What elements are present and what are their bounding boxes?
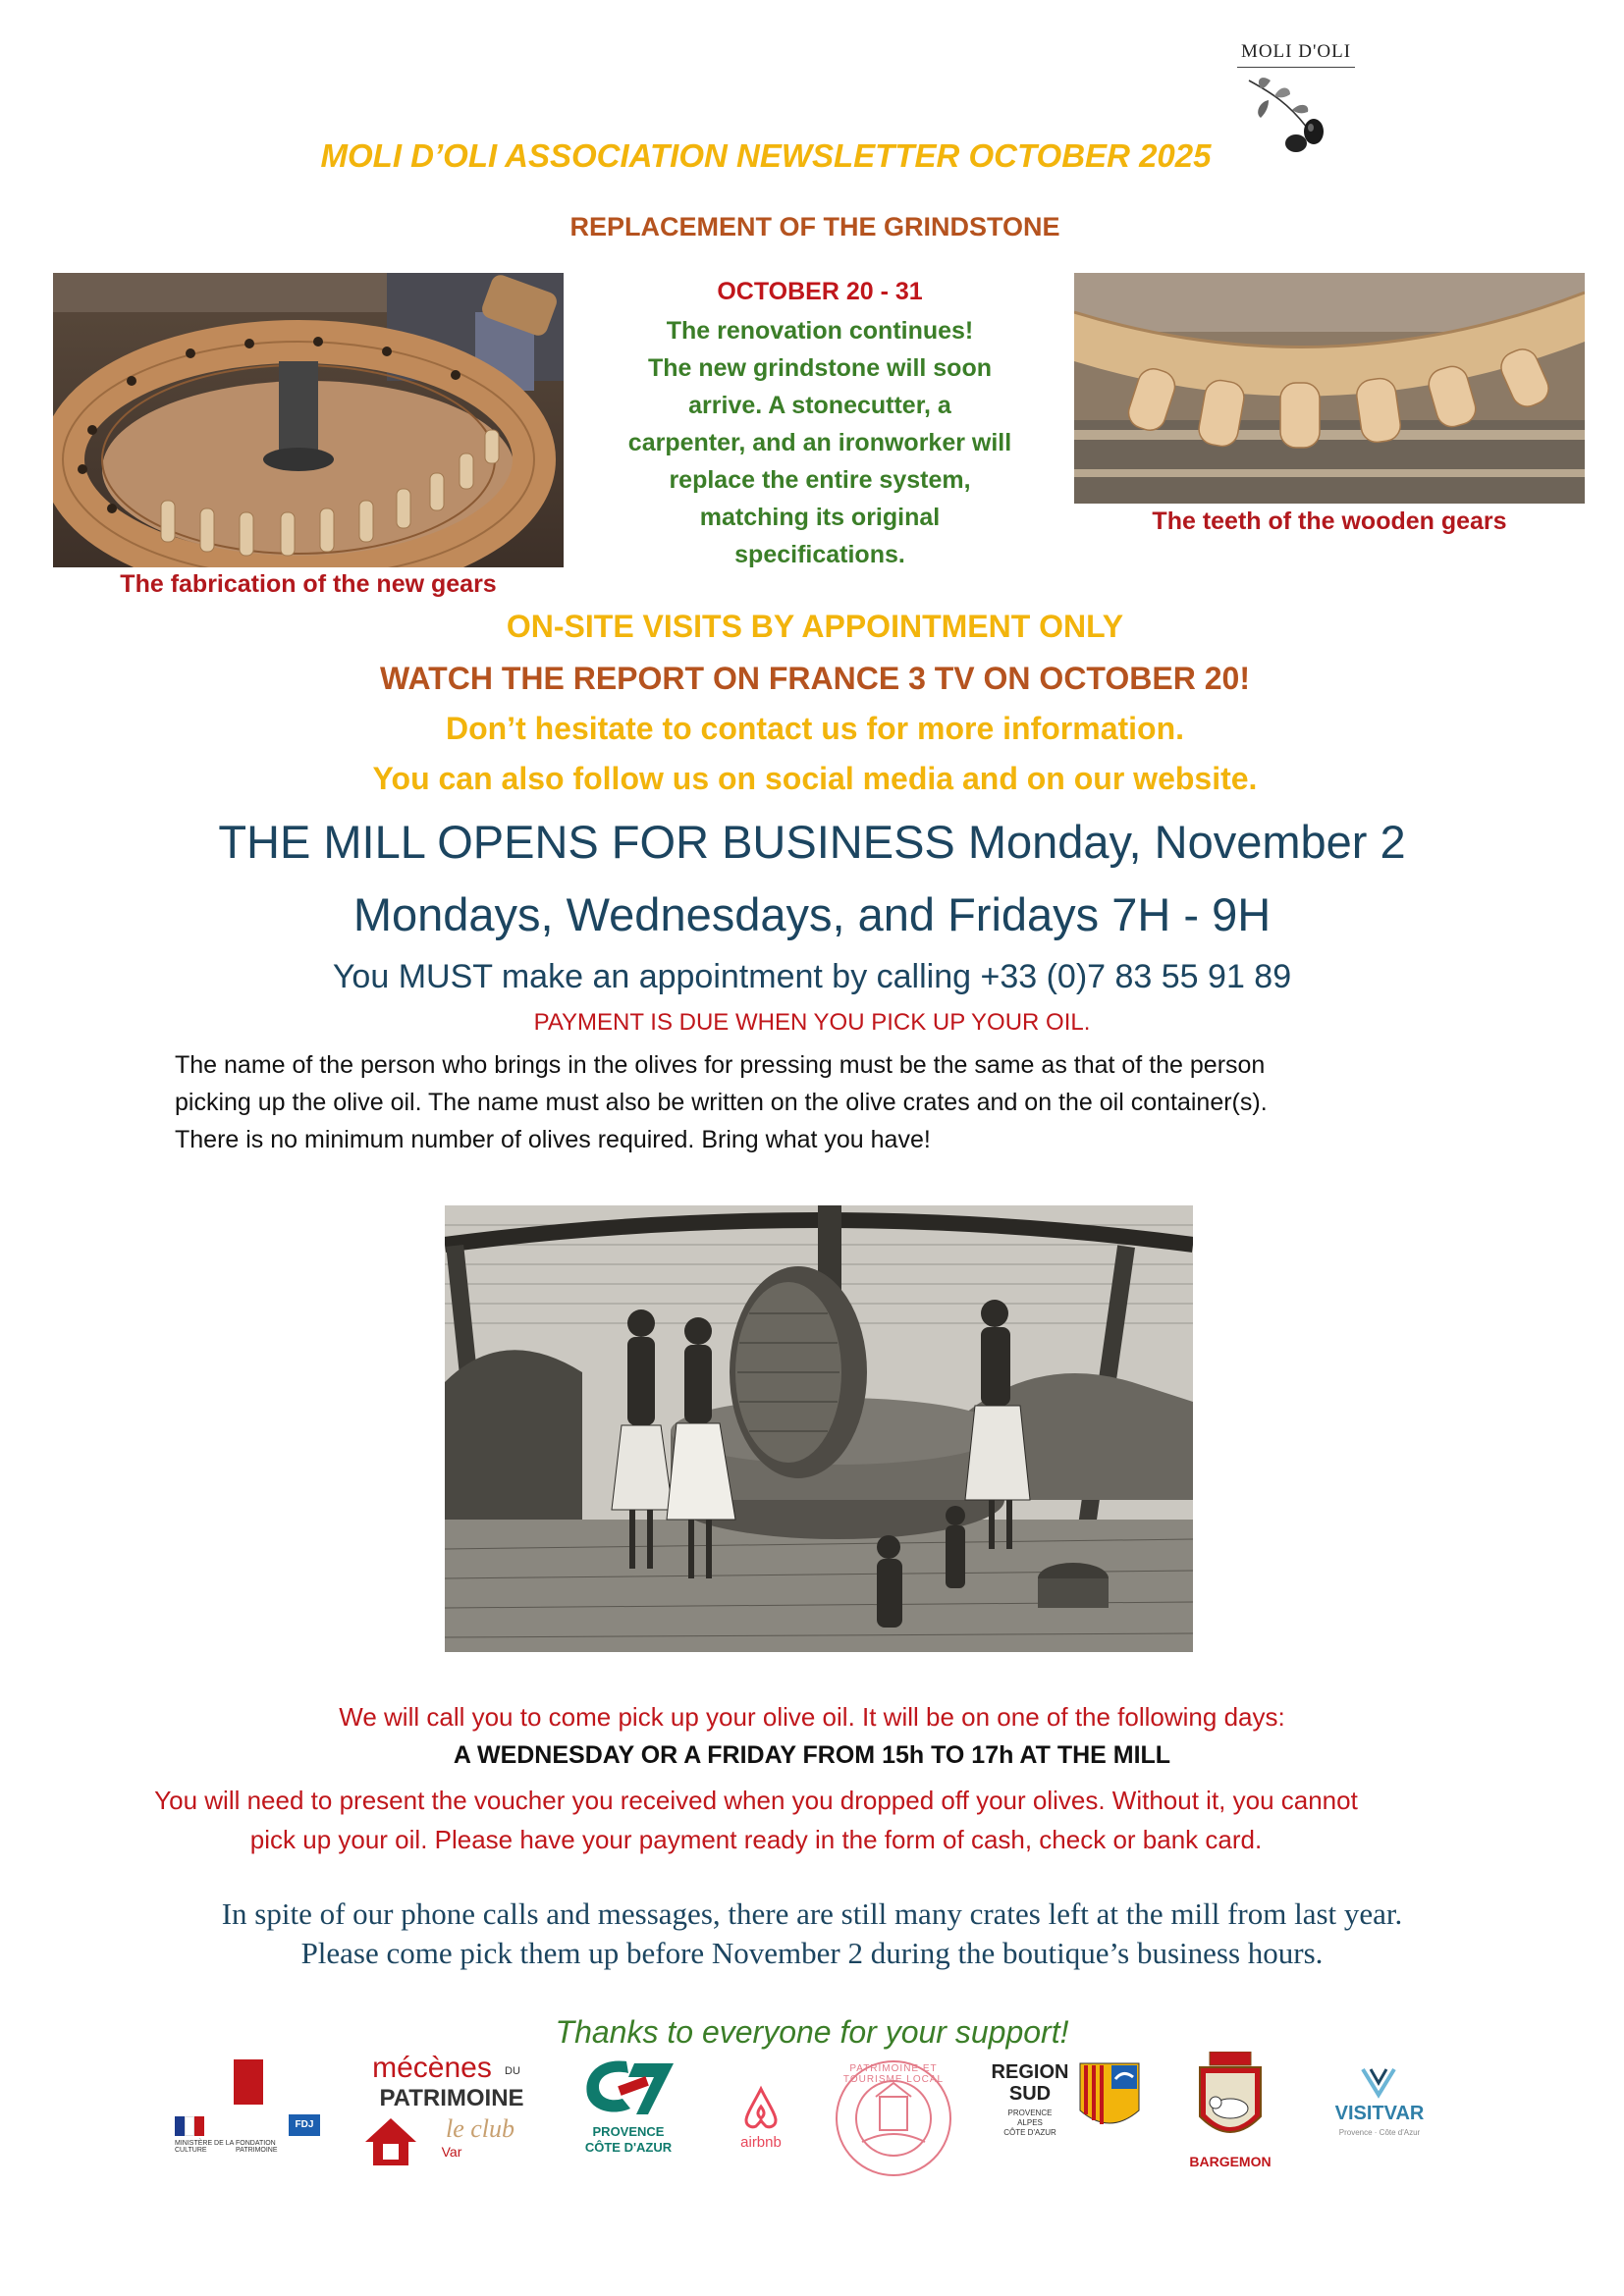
fondation-label: FONDATION PATRIMOINE	[236, 2140, 278, 2154]
mecenes-patrimoine: PATRIMOINE	[379, 2085, 524, 2111]
mecenes-word: mécènes	[372, 2052, 492, 2084]
mill-opening-date: THE MILL OPENS FOR BUSINESS Monday, November 2	[218, 816, 1406, 868]
voucher-notice	[39, 1781, 1473, 1859]
bargemon-coat-of-arms-icon	[1196, 2052, 1265, 2150]
gear-fabrication-caption: The fabrication of the new gears	[120, 570, 497, 598]
thanks-message: Thanks to everyone for your support!	[555, 2014, 1069, 2050]
crates-notice	[0, 1895, 1624, 1973]
ministry-label: MINISTÈRE DE LA CULTURE	[175, 2140, 234, 2154]
airbnb-label: airbnb	[740, 2134, 782, 2151]
patrimoine-tourisme-logo	[833, 2057, 954, 2179]
voucher-line: pick up your oil. Please have your payment ready in the form of cash, check or bank card.	[249, 1825, 1263, 1854]
appointment-phone: You MUST make an appointment by calling +33 (0)7 83 55 91 89	[332, 958, 1292, 995]
tricolor-flag-icon	[175, 2116, 185, 2136]
renovation-line: matching its original	[699, 504, 941, 531]
renovation-text	[574, 312, 1065, 573]
wooden-gear-teeth-photo	[1074, 273, 1585, 504]
pickup-call-notice: We will call you to come pick up your olive oil. It will be on one of the following days:	[339, 1702, 1285, 1732]
crates-line: Please come pick them up before November 2 during the boutique’s business hours.	[300, 1936, 1324, 1970]
visitvar-logo	[1316, 2065, 1443, 2163]
region-coat-of-arms-icon	[1078, 2061, 1141, 2136]
pickup-days: A WEDNESDAY OR A FRIDAY FROM 15h TO 17h AT THE MILL	[453, 1741, 1171, 1769]
logo-text: MOLI D'OLI	[1240, 41, 1352, 62]
renovation-line: The renovation continues!	[666, 317, 974, 345]
renovation-line: arrive. A stonecutter, a	[688, 392, 951, 419]
bargemon-label: BARGEMON	[1189, 2154, 1272, 2169]
region-sud-logo	[986, 2061, 1143, 2169]
patrimoine-flag-icon	[234, 2059, 263, 2105]
rules-line: There is no minimum number of olives required. Bring what you have!	[175, 1126, 931, 1153]
logo-divider	[1237, 67, 1355, 68]
crates-line: In spite of our phone calls and messages, there are still many crates left at the mill from last year.	[221, 1896, 1403, 1931]
renovation-line: carpenter, and an ironworker will	[627, 429, 1012, 456]
visits-announcement: ON-SITE VISITS BY APPOINTMENT ONLY	[506, 609, 1124, 644]
mecenes-du: DU	[505, 2065, 520, 2077]
region-sub-1: PROVENCE	[1007, 2109, 1053, 2117]
visitvar-icon	[1359, 2065, 1398, 2099]
sud-word: SUD	[1008, 2083, 1052, 2105]
visitvar-label: VISITVAR	[1334, 2103, 1425, 2124]
ca-provence: PROVENCE	[592, 2124, 665, 2139]
tv-report-announcement: WATCH THE REPORT ON FRANCE 3 TV ON OCTOBER 20!	[380, 661, 1250, 696]
airbnb-logo	[727, 2085, 795, 2163]
renovation-line: specifications.	[734, 541, 905, 568]
ministry-culture-logo	[175, 2059, 322, 2167]
olive-mill-engraving	[445, 1205, 1193, 1652]
pressing-rules	[175, 1046, 1490, 1158]
contact-announcement: Don’t hesitate to contact us for more information.	[445, 711, 1185, 746]
region-sub-2: ALPES	[1017, 2118, 1043, 2127]
newsletter-title: MOLI D’OLI ASSOCIATION NEWSLETTER OCTOBER 2025	[320, 137, 1212, 174]
bargemon-logo	[1186, 2052, 1274, 2179]
mill-opening-hours: Mondays, Wednesdays, and Fridays 7H - 9H	[352, 888, 1272, 940]
fdj-logo: FDJ	[289, 2114, 320, 2136]
renovation-dates: OCTOBER 20 - 31	[717, 278, 923, 305]
gear-fabrication-photo	[53, 273, 564, 567]
renovation-line: The new grindstone will soon	[647, 354, 992, 382]
mecenes-var: Var	[441, 2144, 462, 2160]
region-word: REGION	[991, 2061, 1069, 2083]
mecenes-club: le club	[445, 2114, 515, 2143]
visitvar-sub: Provence · Côte d'Azur	[1338, 2128, 1421, 2137]
airbnb-icon	[740, 2085, 782, 2130]
rules-line: picking up the olive oil. The name must also be written on the olive crates and on the oil container(s).	[175, 1089, 1268, 1116]
rules-line: The name of the person who brings in the olives for pressing must be the same as that of the person	[175, 1051, 1266, 1079]
ca-cote-dazur: CÔTE D'AZUR	[584, 2140, 673, 2155]
patrimoine-ring-text: PATRIMOINE ET TOURISME LOCAL	[842, 2063, 945, 2085]
social-media-announcement: You can also follow us on social media and on our website.	[372, 761, 1258, 796]
mecenes-patrimoine-logo	[363, 2052, 540, 2169]
gear-teeth-caption: The teeth of the wooden gears	[1152, 507, 1507, 535]
credit-agricole-logo	[569, 2056, 687, 2173]
region-sub-3: CÔTE D'AZUR	[1003, 2128, 1056, 2137]
voucher-line: You will need to present the voucher you received when you dropped off your olives. Without it, you cannot	[154, 1786, 1358, 1815]
renovation-line: replace the entire system,	[669, 466, 971, 494]
section-heading: REPLACEMENT OF THE GRINDSTONE	[569, 212, 1060, 241]
payment-notice: PAYMENT IS DUE WHEN YOU PICK UP YOUR OIL.	[533, 1009, 1091, 1036]
house-icon	[363, 2116, 418, 2167]
credit-agricole-icon	[579, 2056, 677, 2118]
